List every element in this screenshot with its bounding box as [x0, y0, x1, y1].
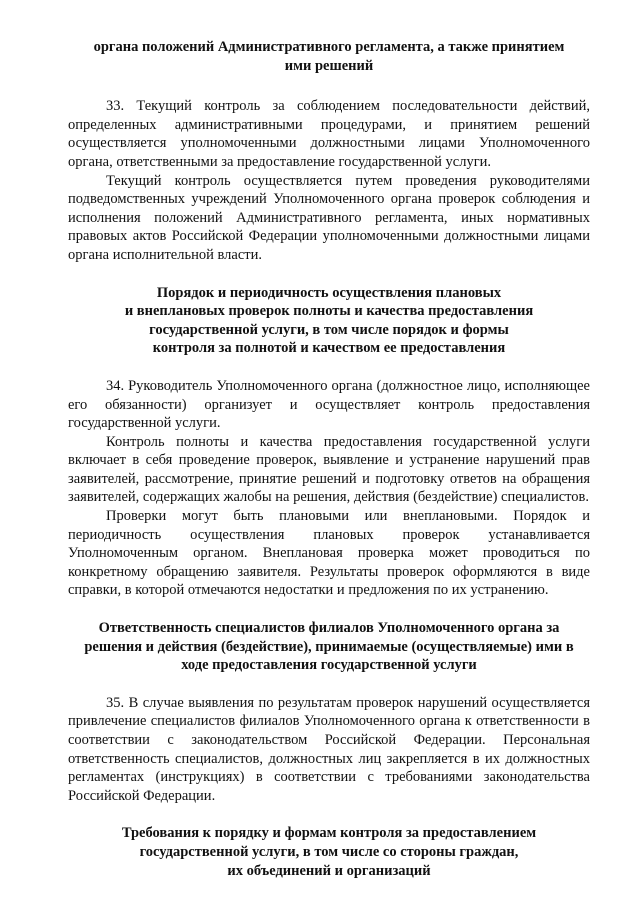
section-heading-control-requirements [68, 824, 590, 880]
paragraph-quality-control: Контроль полноты и качества предоставления государственной услуги включает в себя проведение проверок, выявление и устранение нарушений прав заявителей, рассмотрение, принятие решений и подготовку ответов на обращения заявителей, содержащих жалобы на решения, действия (бездействие) специалистов. [68, 433, 590, 506]
heading-line: Требования к порядку и формам контроля за предоставлением [121, 825, 537, 842]
heading-line: государственной услуги, в том числе порядок и формы [149, 321, 509, 338]
paragraph-33: 33. Текущий контроль за соблюдением последовательности действий, определенных административными процедурами, и принятием решений осуществляется уполномоченными должностными лицами Уполномоченного органа, ответственными за предоставление государственной услуги. [68, 98, 590, 170]
paragraph-current-control: Текущий контроль осуществляется путем проведения руководителями подведомственных учреждений Уполномоченного органа проверок соблюдения и исполнения положений Административного регламента, иных нормативных правовых актов Российской Федерации уполномоченными должностными лицами органа исполнительной власти. [68, 172, 590, 263]
heading-line: Порядок и периодичность осуществления плановых [156, 284, 502, 301]
heading-line: органа положений Административного регламента, а также принятием [93, 39, 565, 55]
section-heading-responsibility [68, 619, 590, 675]
section-heading-control-decisions [68, 38, 590, 75]
heading-line: решения и действия (бездействие), принимаемые (осуществляемые) ими в [84, 638, 574, 655]
section-heading-inspections [68, 284, 590, 358]
heading-line: и внеплановых проверок полноты и качества предоставления [124, 303, 534, 320]
heading-line: контроля за полнотой и качеством ее предоставления [152, 340, 506, 357]
heading-line: их объединений и организаций [227, 862, 431, 879]
heading-line: Ответственность специалистов филиалов Уполномоченного органа за [98, 620, 560, 637]
paragraph-35: 35. В случае выявления по результатам проверок нарушений осуществляется привлечение специалистов филиалов Уполномоченного органа к ответственности в соответствии с законодательством Российской Федерации. Персональная ответственность специалистов, должностных лиц закрепляется в их должностных регламентах (инструкциях) в соответствии с требованиями законодательства Российской Федерации. [68, 694, 590, 804]
heading-line: ими решений [284, 57, 374, 74]
heading-line: ходе предоставления государственной услуги [181, 657, 477, 674]
paragraph-inspection-types: Проверки могут быть плановыми или внеплановыми. Порядок и периодичность осуществления плановых проверок устанавливается Уполномоченным органом. Внеплановая проверка может проводиться по конкретному обращению заявителя. Результаты проверок оформляются в виде справки, в которой отмечаются недостатки и предложения по их устранению. [68, 508, 590, 599]
paragraph-34: 34. Руководитель Уполномоченного органа (должностное лицо, исполняющее его обязанности) организует и осуществляет контроль предоставления государственной услуги. [68, 377, 590, 432]
heading-line: государственной услуги, в том числе со стороны граждан, [139, 843, 519, 860]
